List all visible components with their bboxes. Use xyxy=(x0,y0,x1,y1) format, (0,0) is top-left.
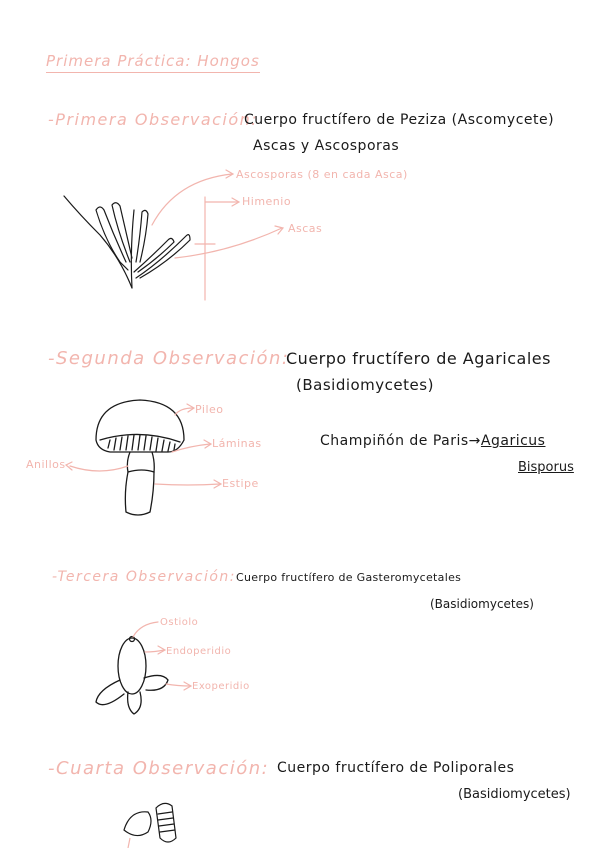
obs4-subtext: (Basidiomycetes) xyxy=(458,787,571,802)
label-pileo: Pileo xyxy=(195,403,224,416)
label-anillos: Anillos xyxy=(26,458,66,471)
obs2-subtext: (Basidiomycetes) xyxy=(296,376,434,394)
note-prefix: Champiñón de Paris→ xyxy=(320,433,481,449)
label-exoperidio: Exoperidio xyxy=(192,681,250,692)
poliporales-drawing xyxy=(124,803,176,842)
poliporales-pointer xyxy=(128,838,130,848)
obs2-heading: -Segunda Observación: xyxy=(48,348,290,369)
note-genus: Agaricus xyxy=(480,433,546,449)
label-estipe: Estipe xyxy=(222,477,259,490)
gastero-pointers xyxy=(133,622,191,690)
label-himenio: Himenio xyxy=(242,195,292,208)
label-laminas: Láminas xyxy=(212,437,262,450)
obs4-heading: -Cuarta Observación: xyxy=(48,758,270,779)
page-title: Primera Práctica: Hongos xyxy=(46,52,260,73)
label-ascosporas: Ascosporas (8 en cada Asca) xyxy=(236,168,408,181)
obs2-text: Cuerpo fructífero de Agaricales xyxy=(286,349,551,368)
note-species: Bisporus xyxy=(518,460,574,475)
peziza-pointers xyxy=(152,170,283,300)
gastero-drawing xyxy=(96,637,168,715)
obs1-heading: -Primera Observación: xyxy=(48,110,259,129)
obs4-text: Cuerpo fructífero de Poliporales xyxy=(277,760,515,776)
obs3-heading: -Tercera Observación: xyxy=(52,569,236,585)
label-ascas: Ascas xyxy=(288,222,323,235)
label-ostiolo: Ostiolo xyxy=(160,617,199,628)
mushroom-pointers xyxy=(66,404,221,488)
mushroom-drawing xyxy=(96,400,184,515)
peziza-drawing xyxy=(64,196,190,288)
obs3-subtext: (Basidiomycetes) xyxy=(430,597,534,611)
obs1-subtext: Ascas y Ascosporas xyxy=(253,138,400,154)
obs1-text: Cuerpo fructífero de Peziza (Ascomycete) xyxy=(244,112,555,128)
label-endoperidio: Endoperidio xyxy=(166,646,232,657)
obs3-text: Cuerpo fructífero de Gasteromycetales xyxy=(236,571,462,584)
